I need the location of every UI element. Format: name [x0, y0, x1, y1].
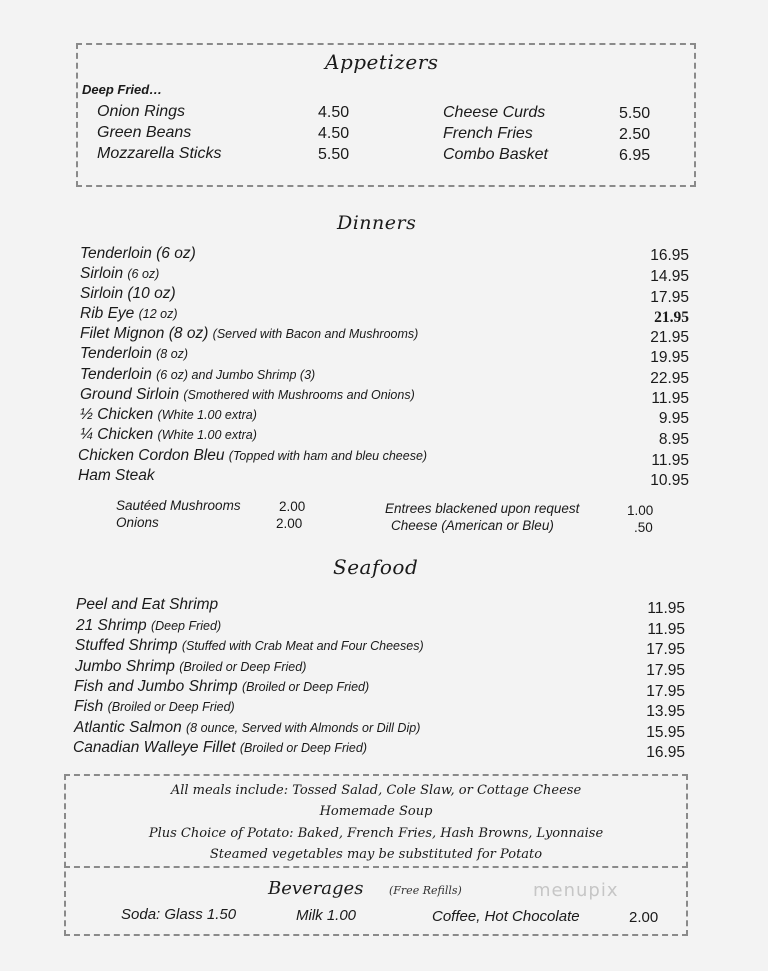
appetizer-name: Green Beans	[97, 124, 192, 141]
meal-note: All meals include: Tossed Salad, Cole Slaw, or Cottage Cheese	[170, 783, 582, 798]
dinner-price: 11.95	[651, 452, 689, 469]
seafood-price: 17.95	[646, 641, 685, 658]
appetizer-price: 4.50	[318, 104, 350, 121]
dinners-title: Dinners	[337, 212, 417, 234]
meal-note: Steamed vegetables may be substituted for Potato	[209, 847, 543, 862]
beverage-milk: Milk 1.00	[296, 907, 357, 924]
seafood-item: Stuffed Shrimp (Stuffed with Crab Meat and Four Cheeses)	[75, 637, 424, 654]
seafood-price: 17.95	[646, 683, 685, 700]
seafood-item: Canadian Walleye Fillet (Broiled or Deep Fried)	[73, 739, 367, 756]
meal-note: Plus Choice of Potato: Baked, French Fries, Hash Browns, Lyonnaise	[148, 826, 604, 841]
dinner-price: 21.95	[650, 329, 689, 346]
extra-price: 2.00	[279, 499, 306, 514]
appetizer-name: Combo Basket	[443, 146, 548, 163]
dinner-item: Tenderloin (8 oz)	[80, 345, 189, 362]
dinner-price: 9.95	[658, 410, 689, 427]
seafood-title: Seafood	[333, 555, 419, 579]
box-divider	[64, 866, 688, 868]
seafood-price: 11.95	[647, 600, 685, 617]
extra-name: Entrees blackened upon request	[385, 501, 580, 516]
seafood-item: Atlantic Salmon (8 ounce, Served with Almonds or Dill Dip)	[74, 719, 421, 736]
seafood-price: 15.95	[646, 724, 685, 741]
beverage-soda: Soda: Glass 1.50	[121, 906, 237, 923]
dinner-price: 21.95	[654, 309, 689, 326]
dinner-item: Chicken Cordon Bleu (Topped with ham and bleu cheese)	[78, 447, 428, 464]
beverage-coffee-price: 2.00	[629, 909, 659, 926]
seafood-price: 13.95	[646, 703, 685, 720]
seafood-item: Fish and Jumbo Shrimp (Broiled or Deep Fried)	[74, 678, 370, 695]
dinner-price: 11.95	[651, 390, 689, 407]
dinner-price: 16.95	[650, 247, 689, 264]
appetizer-name: French Fries	[443, 125, 533, 142]
extra-name: Onions	[116, 515, 159, 530]
dinner-price: 8.95	[658, 431, 689, 448]
dinner-price: 10.95	[650, 472, 689, 489]
seafood-price: 17.95	[646, 662, 685, 679]
appetizers-title: Appetizers	[325, 50, 439, 74]
seafood-item: Fish (Broiled or Deep Fried)	[74, 698, 235, 715]
extra-price: 1.00	[627, 503, 654, 518]
extra-name: Cheese (American or Bleu)	[391, 518, 554, 533]
extra-price: .50	[634, 520, 653, 535]
appetizer-price: 5.50	[318, 146, 350, 163]
beverages-subtitle: (Free Refills)	[389, 884, 462, 897]
appetizer-name: Onion Rings	[97, 103, 186, 120]
menupix-watermark: menupix	[533, 880, 619, 901]
seafood-item: Jumbo Shrimp (Broiled or Deep Fried)	[75, 658, 307, 675]
dinner-item: Ground Sirloin (Smothered with Mushrooms and Onions)	[80, 386, 415, 403]
beverage-coffee: Coffee, Hot Chocolate	[432, 908, 580, 925]
appetizer-name: Cheese Curds	[443, 104, 546, 121]
appetizer-price: 4.50	[318, 125, 350, 142]
dinner-price: 17.95	[650, 289, 689, 306]
dinner-item: ¼ Chicken (White 1.00 extra)	[80, 426, 257, 443]
dinner-item: Tenderloin (6 oz) and Jumbo Shrimp (3)	[80, 366, 316, 383]
seafood-item: Peel and Eat Shrimp	[76, 596, 219, 613]
dinner-item: ½ Chicken (White 1.00 extra)	[80, 406, 257, 423]
dinner-price: 22.95	[650, 370, 689, 387]
dinner-price: 14.95	[650, 268, 689, 285]
dinner-item: Sirloin (10 oz)	[80, 285, 176, 302]
extra-name: Sautéed Mushrooms	[116, 498, 241, 513]
appetizer-price: 5.50	[619, 105, 651, 122]
appetizer-price: 2.50	[619, 126, 651, 143]
appetizer-price: 6.95	[619, 147, 651, 164]
deep-fried-subheading: Deep Fried…	[82, 82, 163, 97]
meal-note: Homemade Soup	[319, 804, 433, 819]
dinner-item: Ham Steak	[78, 467, 155, 484]
seafood-price: 11.95	[647, 621, 685, 638]
dinner-item: Rib Eye (12 oz)	[80, 305, 178, 322]
dinner-item: Tenderloin (6 oz)	[80, 245, 196, 262]
seafood-price: 16.95	[646, 744, 685, 761]
dinner-price: 19.95	[650, 349, 689, 366]
dinner-item: Filet Mignon (8 oz) (Served with Bacon and Mushrooms)	[80, 325, 419, 342]
seafood-item: 21 Shrimp (Deep Fried)	[76, 617, 222, 634]
beverages-title: Beverages	[268, 878, 364, 899]
extra-price: 2.00	[276, 516, 303, 531]
appetizer-name: Mozzarella Sticks	[97, 145, 222, 162]
dinner-item: Sirloin (6 oz)	[80, 265, 160, 282]
